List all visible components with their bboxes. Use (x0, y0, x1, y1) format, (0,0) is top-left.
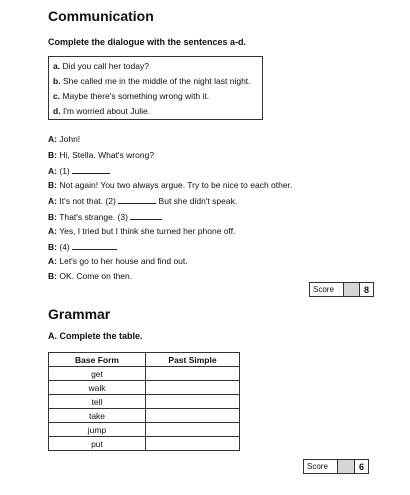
past-simple-cell[interactable] (146, 381, 240, 395)
answer-blank-1[interactable] (72, 165, 110, 174)
column-header-base-form: Base Form (49, 353, 146, 367)
option-letter: b. (53, 76, 61, 86)
dialogue-line-2 (48, 150, 154, 160)
base-form-cell: walk (49, 381, 146, 395)
dialogue-line-1 (48, 134, 80, 144)
dialogue-line-9 (48, 256, 188, 266)
dialogue-text: (1) (59, 166, 70, 176)
answer-blank-2[interactable] (118, 195, 156, 204)
option-c (53, 89, 258, 104)
table-row (49, 409, 240, 423)
table-row (49, 381, 240, 395)
score-label: Score (310, 283, 344, 296)
grammar-heading: Grammar (48, 306, 111, 322)
dialogue-text: (4) (59, 242, 70, 252)
dialogue-text: It's not that. (2) (59, 196, 116, 206)
base-form-cell: jump (49, 423, 146, 437)
speaker-label: A: (48, 196, 57, 206)
speaker-label: B: (48, 150, 57, 160)
past-simple-cell[interactable] (146, 395, 240, 409)
base-form-cell: tell (49, 395, 146, 409)
base-form-cell: put (49, 437, 146, 451)
dialogue-line-7 (48, 226, 235, 236)
options-box (48, 56, 263, 120)
base-form-cell: get (49, 367, 146, 381)
grammar-score-box (303, 459, 369, 474)
grammar-instruction: A. Complete the table. (48, 331, 143, 341)
dialogue-text: Hi, Stella. What's wrong? (59, 150, 155, 160)
table-row (49, 395, 240, 409)
past-simple-cell[interactable] (146, 437, 240, 451)
dialogue-line-4 (48, 180, 292, 190)
score-total: 6 (358, 461, 364, 472)
option-letter: d. (53, 106, 61, 116)
verb-table (48, 352, 240, 451)
option-b (53, 74, 258, 89)
option-letter: c. (53, 91, 61, 101)
option-text: Did you call her today? (62, 61, 149, 71)
dialogue-line-10 (48, 271, 132, 281)
communication-instruction: Complete the dialogue with the sentences a-d. (48, 37, 247, 47)
dialogue-text: But she didn't speak. (158, 196, 238, 206)
communication-score-box (309, 282, 374, 297)
speaker-label: B: (48, 242, 57, 252)
score-entry[interactable] (338, 460, 355, 473)
dialogue-text: Yes, I tried but I think she turned her phone off. (59, 226, 236, 236)
speaker-label: A: (48, 256, 57, 266)
table-header-row (49, 353, 240, 367)
speaker-label: A: (48, 166, 57, 176)
dialogue-text: Let's go to her house and find out. (59, 256, 188, 266)
answer-blank-3[interactable] (130, 211, 162, 220)
speaker-label: B: (48, 180, 57, 190)
dialogue-text: John! (59, 134, 81, 144)
table-row (49, 437, 240, 451)
dialogue-text: OK. Come on then. (59, 271, 133, 281)
dialogue-text: That's strange. (3) (59, 212, 128, 222)
dialogue-line-3 (48, 165, 110, 176)
score-total: 8 (363, 284, 369, 295)
speaker-label: A: (48, 134, 57, 144)
dialogue-text: Not again! You two always argue. Try to be nice to each other. (59, 180, 293, 190)
column-header-past-simple: Past Simple (146, 353, 240, 367)
dialogue-line-5 (48, 195, 237, 206)
option-a (53, 59, 258, 74)
past-simple-cell[interactable] (146, 367, 240, 381)
option-text: I'm worried about Julie. (62, 106, 151, 116)
dialogue-line-8 (48, 241, 117, 252)
table-row (49, 367, 240, 381)
past-simple-cell[interactable] (146, 423, 240, 437)
dialogue-line-6 (48, 211, 162, 222)
answer-blank-4[interactable] (72, 241, 117, 250)
option-text: Maybe there's something wrong with it. (62, 91, 210, 101)
score-label: Score (304, 460, 338, 473)
speaker-label: B: (48, 212, 57, 222)
option-text: She called me in the middle of the night last night. (62, 76, 251, 86)
speaker-label: B: (48, 271, 57, 281)
past-simple-cell[interactable] (146, 409, 240, 423)
base-form-cell: take (49, 409, 146, 423)
speaker-label: A: (48, 226, 57, 236)
communication-heading: Communication (48, 8, 154, 24)
option-d (53, 104, 258, 119)
option-letter: a. (53, 61, 61, 71)
table-row (49, 423, 240, 437)
score-entry[interactable] (344, 283, 360, 296)
